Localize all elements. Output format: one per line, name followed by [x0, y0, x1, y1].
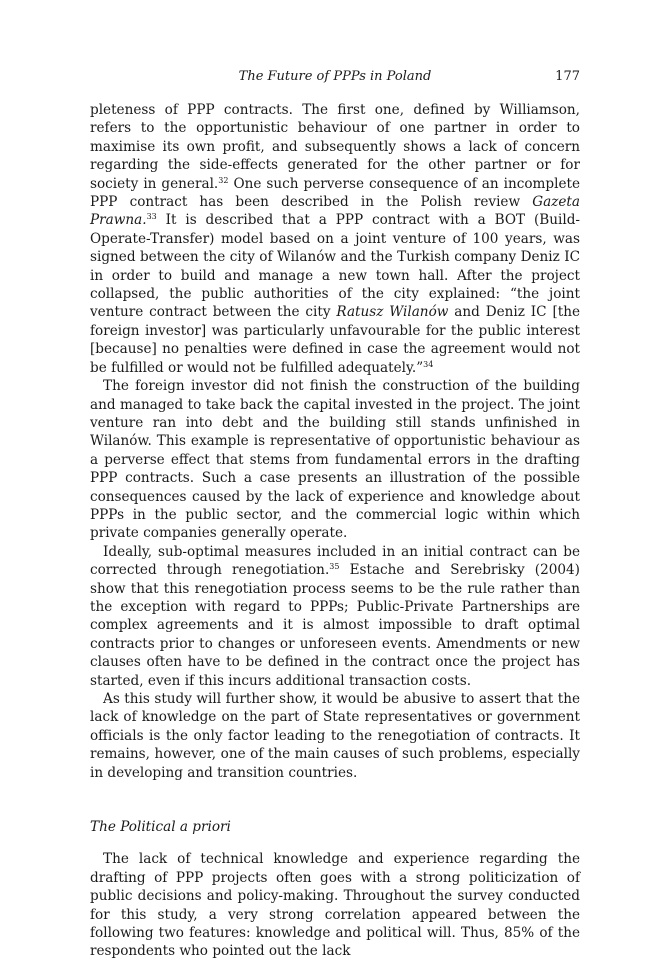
- body-text: [90, 101, 580, 961]
- paragraph-5-text: The lack of technical knowledge and experience regarding the drafting of PPP projects often goes with a strong politicization of public decisions and policy-making. Throughout the survey conducted for this study, a very strong correlation appeared between the following two features: knowledge and political will. Thus, 85% of the respondents who pointed out the lack: [90, 851, 580, 960]
- paragraph-1: [90, 101, 580, 377]
- paragraph-3: [90, 543, 580, 690]
- footnote-ref-33: 33: [146, 212, 157, 222]
- page-number: 177: [555, 69, 580, 84]
- footnote-ref-34: 34: [423, 359, 434, 369]
- italic-ratusz-wilanow: Ratusz Wilanów: [336, 304, 449, 321]
- paragraph-4-text: As this study will further show, it would be abusive to assert that the lack of knowledge on the part of State representatives or government officials is the only factor leading to the renegotiation of contracts. It remains, however, one of the main causes of such problems, especially in developing and transition countries.: [90, 691, 580, 781]
- paragraph-2-text: The foreign investor did not finish the construction of the building and managed to take back the capital invested in the project. The joint venture ran into debt and the building still stands unfinished in Wilanów. This example is representative of opportunistic behaviour as a perverse effect that stems from fundamental errors in the drafting PPP contracts. Such a case presents an illustration of the possible consequences caused by the lack of experience and knowledge about PPPs in the public sector, and the commercial logic within which private companies generally operate.: [90, 378, 580, 542]
- paragraph-1-text-b: One such perverse consequence of an incomplete PPP contract has been described in the Polish review: [90, 175, 580, 211]
- section-heading: The Political a priori: [90, 819, 231, 836]
- paragraph-2: [90, 377, 580, 543]
- paragraph-5: [90, 850, 580, 960]
- paragraph-3-text-b: Estache and Serebrisky (2004) show that this renegotiation process seems to be the rule rather than the exception with regard to PPPs; Public-Private Partnerships are complex agreements and it is almost impossible to draft optimal contracts prior to changes or unforeseen events. Amendments or new clauses often have to be defined in the contract once the project has started, even if this incurs additional transaction costs.: [90, 562, 580, 689]
- paragraph-4: [90, 690, 580, 782]
- paragraph-1-text-a: pleteness of PPP contracts. The first one, defined by Williamson, refers to the opportunistic behaviour of one partner in order to maximise its own profit, and subsequently shows a lack of concern regarding the side-effects generated for the other partner or for society in general.: [90, 102, 580, 192]
- paragraph-1-text-c: It is described that a PPP contract with a BOT (Build-Operate-Transfer) model based on a joint venture of 100 years, was signed between the city of Wilanów and the Turkish company Deniz IC in order to build and manage a new town hall. After the project collapsed, the public authorities of the city explained: “the joint venture contract between the city: [90, 212, 580, 321]
- footnote-ref-32: 32: [218, 175, 229, 185]
- italic-gazeta-prawna: Gazeta Prawna.: [90, 194, 580, 229]
- running-title: The Future of PPPs in Poland: [238, 69, 432, 84]
- paragraph-3-text-a: Ideally, sub-optimal measures included in an initial contract can be corrected through renegotiation.: [90, 543, 580, 579]
- paragraph-1-text-d: and Deniz IC [the foreign investor] was particularly unfavourable for the public interest [because] no penalties were defined in case the agreement would not be fulfilled or would not be fulfilled adequately.”: [90, 304, 581, 376]
- footnote-ref-35: 35: [329, 562, 340, 572]
